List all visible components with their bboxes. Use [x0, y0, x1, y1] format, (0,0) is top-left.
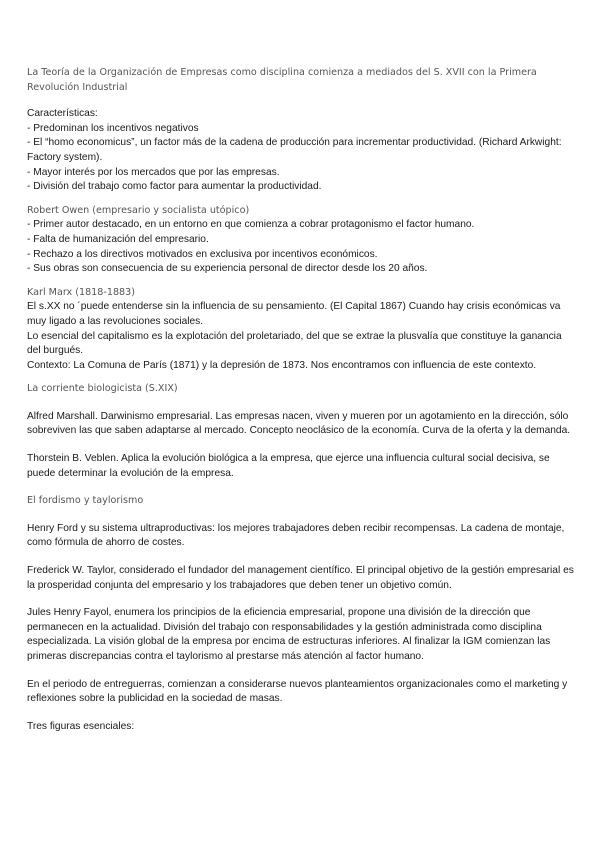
list-item: - Falta de humanización del empresario.	[27, 233, 209, 245]
list-item: - Sus obras son consecuencia de su experiencia personal de director desde los 20 años.	[27, 263, 428, 275]
section-owen	[27, 204, 575, 277]
section-heading: El fordismo y taylorismo	[27, 495, 144, 507]
section-heading: La corriente biologicista (S.XIX)	[27, 383, 178, 395]
list-item: - Primer autor destacado, en un entorno en que comienza a cobrar protagonismo el factor humano.	[27, 219, 475, 231]
section-heading: Robert Owen (empresario y socialista utópico)	[27, 204, 250, 216]
section-caracteristicas	[27, 107, 575, 195]
paragraph: Frederick W. Taylor, considerado el fundador del management científico. El principal objetivo de la gestión empresarial es la prosperidad conjunta del empresario y los trabajadores que deben tener un objetivo común.	[27, 565, 574, 591]
section-heading: Características:	[27, 108, 98, 120]
paragraph: Henry Ford y su sistema ultraproductivas: los mejores trabajadores deben recibir recompensas. La cadena de montaje, como fórmula de ahorro de costes.	[27, 522, 565, 549]
paragraph: En el periodo de entreguerras, comienzan a considerarse nuevos planteamientos organizacionales como el marketing y reflexiones sobre la publicidad en la sociedad de masas.	[27, 678, 568, 705]
paragraph: Tres figuras esenciales:	[27, 720, 135, 732]
section-marx	[27, 286, 575, 374]
paragraph: Jules Henry Fayol, enumera los principios de la eficiencia empresarial, propone una división de la dirección que permanecen en la actualidad. División del trabajo con responsabilidades y la gestión administrada como disciplina especializada. La visión global de la empresa por encima de estructuras inferiores. Al finalizar la IGM comienzan las primeras discrepancias contra el taylorismo al prestarse más atención al factor humano.	[27, 607, 551, 662]
section-fordismo	[27, 494, 575, 734]
list-item: - El “homo economicus”, un factor más de la cadena de producción para incrementar productividad. (Richard Arkwight: Factory system).	[27, 137, 562, 163]
list-item: - Rechazo a los directivos motivados en exclusiva por incentivos económicos.	[27, 248, 378, 260]
paragraph: El s.XX no ´puede entenderse sin la influencia de su pensamiento. (El Capital 1867) Cuando hay crisis económicas va muy ligado a las revoluciones sociales.	[27, 301, 561, 327]
section-biologicista	[27, 382, 575, 481]
paragraph: Lo esencial del capitalismo es la explotación del proletariado, del que se extrae la plusvalía que constituye la ganancia del burgués.	[27, 330, 562, 357]
paragraph: Contexto: La Comuna de París (1871) y la depresión de 1873. Nos encontramos con influencia de este contexto.	[27, 359, 537, 371]
list-item: - Mayor interés por los mercados que por las empresas.	[27, 166, 280, 178]
section-heading: Karl Marx (1818-1883)	[27, 286, 136, 298]
list-item: - Predominan los incentivos negativos	[27, 122, 199, 134]
list-item: - División del trabajo como factor para aumentar la productividad.	[27, 181, 322, 193]
paragraph: Thorstein B. Veblen. Aplica la evolución biológica a la empresa, que ejerce una influencia cultural social decisiva, se puede determinar la evolución de la empresa.	[27, 453, 550, 479]
document-page	[27, 66, 575, 734]
document-title: La Teoría de la Organización de Empresas como disciplina comienza a mediados del S. XVII con la Primera Revolución Industrial	[27, 67, 537, 93]
paragraph: Alfred Marshall. Darwinismo empresarial. Las empresas nacen, viven y mueren por un agotamiento en la dirección, sólo sobreviven las que saben adaptarse al mercado. Concepto neoclásico de la economía. Curva de la oferta y la demanda.	[27, 410, 571, 437]
